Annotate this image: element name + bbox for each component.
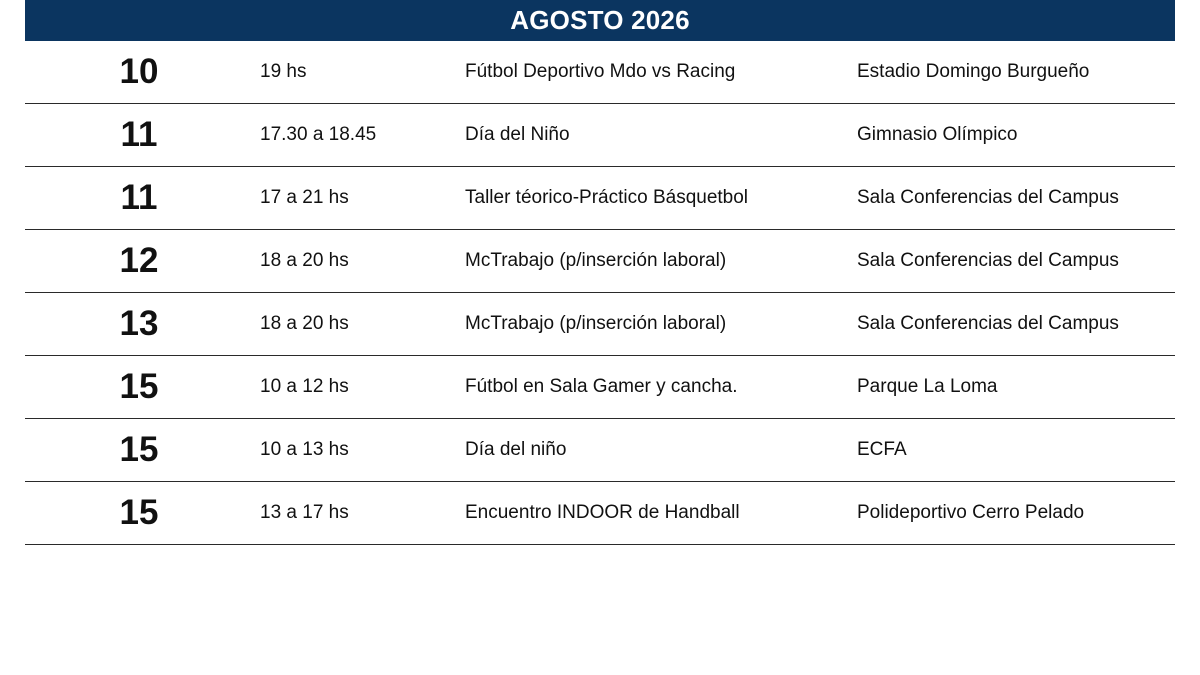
event-name: Fútbol en Sala Gamer y cancha. (465, 376, 738, 397)
table-row (25, 167, 1175, 230)
table-row (25, 104, 1175, 167)
event-time: 13 a 17 hs (260, 502, 349, 523)
table-row (25, 293, 1175, 356)
event-time: 10 a 12 hs (260, 376, 349, 397)
event-name: Día del niño (465, 439, 567, 460)
day-number: 10 (119, 52, 159, 91)
event-time: 19 hs (260, 61, 307, 82)
event-name: McTrabajo (p/inserción laboral) (465, 313, 727, 334)
event-name: Fútbol Deportivo Mdo vs Racing (465, 61, 736, 82)
table-row (25, 356, 1175, 419)
event-name: Día del Niño (465, 124, 570, 145)
event-name: McTrabajo (p/inserción laboral) (465, 250, 727, 271)
event-venue: Parque La Loma (857, 376, 998, 397)
event-venue: Sala Conferencias del Campus (857, 187, 1119, 208)
event-time: 17.30 a 18.45 (260, 124, 377, 145)
event-time: 17 a 21 hs (260, 187, 349, 208)
month-title: AGOSTO 2026 (510, 5, 690, 35)
event-time: 18 a 20 hs (260, 313, 349, 334)
day-number: 13 (119, 304, 159, 343)
table-row (25, 41, 1175, 104)
day-number: 15 (119, 430, 159, 469)
event-time: 10 a 13 hs (260, 439, 349, 460)
event-venue: Sala Conferencias del Campus (857, 313, 1119, 334)
month-header (25, 0, 1175, 41)
event-schedule-table (25, 0, 1175, 545)
event-time: 18 a 20 hs (260, 250, 349, 271)
day-number: 11 (120, 178, 158, 217)
event-name: Encuentro INDOOR de Handball (465, 502, 740, 523)
day-number: 12 (119, 241, 159, 280)
table-row (25, 419, 1175, 482)
day-number: 15 (119, 493, 159, 532)
event-venue: ECFA (857, 439, 907, 460)
event-venue: Sala Conferencias del Campus (857, 250, 1119, 271)
table-row (25, 230, 1175, 293)
event-venue: Estadio Domingo Burgueño (857, 61, 1090, 82)
day-number: 11 (120, 115, 158, 154)
event-venue: Polideportivo Cerro Pelado (857, 502, 1085, 523)
day-number: 15 (119, 367, 159, 406)
table-row (25, 482, 1175, 545)
event-name: Taller téorico-Práctico Básquetbol (465, 187, 749, 208)
event-venue: Gimnasio Olímpico (857, 124, 1018, 145)
